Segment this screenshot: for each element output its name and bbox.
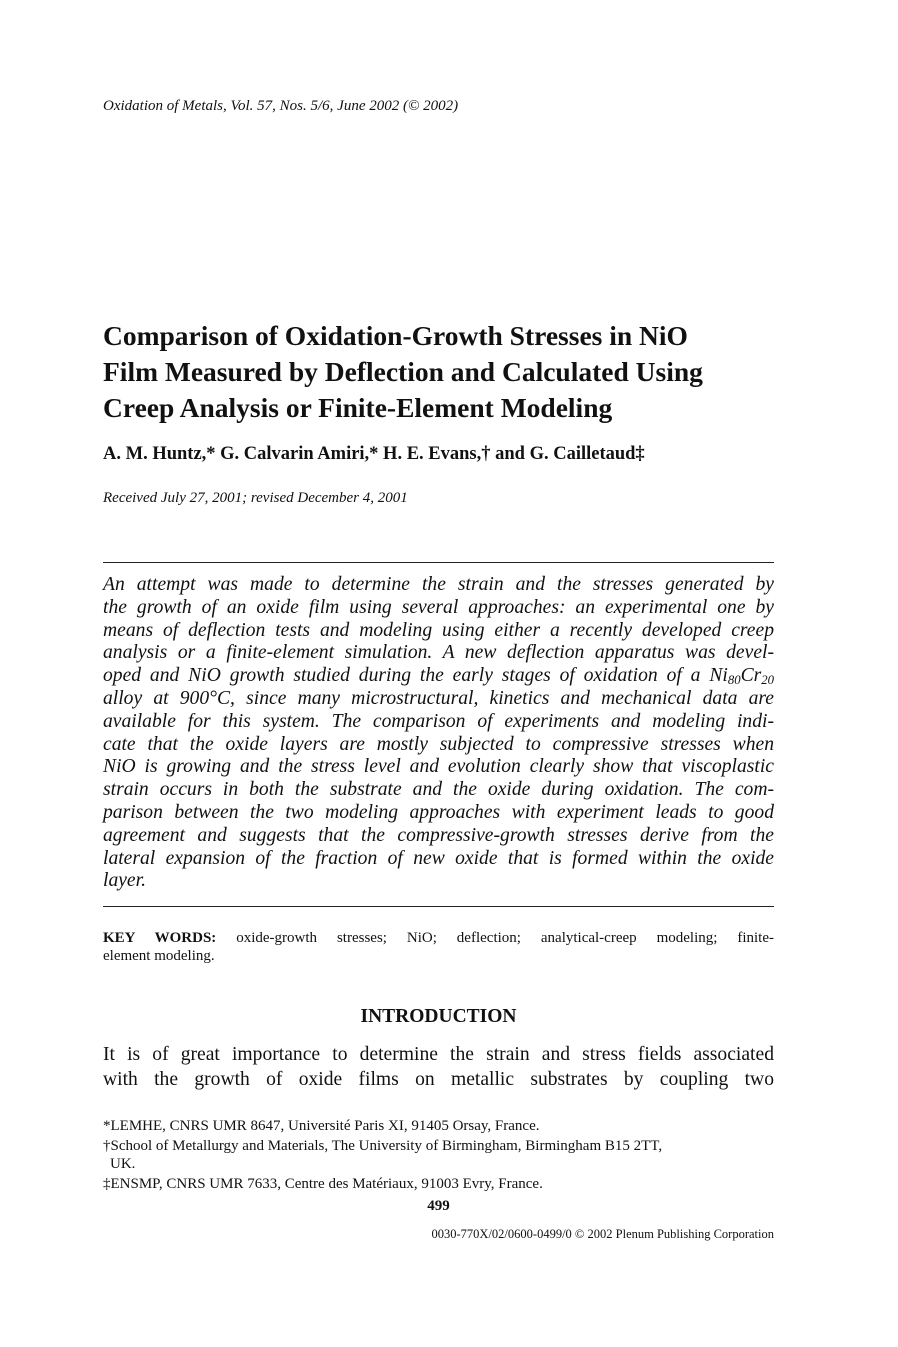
alloy-cr: Cr (740, 665, 762, 687)
alloy-ni: Ni (709, 665, 728, 687)
abstract-line: strain occurs in both the substrate and the oxide during oxidation. The com- (103, 779, 774, 801)
keywords-label: KEY WORDS: (103, 930, 217, 946)
abstract-line: analysis or a finite-element simulation. A new deflection apparatus was devel- (103, 642, 774, 664)
intro-line: with the growth of oxide films on metallic substrates by coupling two (103, 1069, 774, 1090)
abstract-line: An attempt was made to determine the strain and the stresses generated by (103, 574, 774, 595)
abstract-line: layer. (103, 870, 146, 892)
intro-line: It is of great importance to determine the strain and stress fields associated (103, 1044, 774, 1065)
abstract-line-alloy (103, 665, 774, 688)
keywords (103, 929, 774, 965)
abstract-line: cate that the oxide layers are mostly subjected to compressive stresses when (103, 733, 774, 755)
abstract-line-text: oped and NiO growth studied during the early stages of oxidation of a (103, 665, 710, 687)
journal-citation: Oxidation of Metals, Vol. 57, Nos. 5/6, June 2002 (© 2002) (103, 98, 459, 114)
copyright-line: 0030-770X/02/0600-0499/0 © 2002 Plenum Publishing Corporation (431, 1227, 774, 1241)
abstract-line: parison between the two modeling approaches with experiment leads to good (103, 801, 774, 823)
abstract-top-rule (103, 562, 774, 563)
footnote-affiliation-2 (103, 1137, 774, 1173)
abstract-line: available for this system. The comparison of experiments and modeling indi- (103, 710, 774, 732)
title-line: Film Measured by Deflection and Calculated Using (103, 356, 703, 387)
paper-title (103, 318, 783, 426)
alloy-ni-subscript: 80 (727, 673, 741, 688)
title-line: Comparison of Oxidation-Growth Stresses in NiO (103, 320, 688, 351)
intro-paragraph (103, 1042, 774, 1092)
abstract-line: means of deflection tests and modeling using either a recently developed creep (103, 619, 774, 641)
author-list: A. M. Huntz,* G. Calvarin Amiri,* H. E. Evans,† and G. Cailletaud‡ (103, 444, 645, 464)
section-heading: INTRODUCTION (360, 1006, 517, 1027)
keywords-text: oxide-growth stresses; NiO; deflection; analytical-creep modeling; finite- (216, 930, 774, 946)
footnote-line: †School of Metallurgy and Materials, The University of Birmingham, Birmingham B15 2TT, (103, 1138, 663, 1154)
footnote-line: UK. (110, 1156, 136, 1172)
keywords-line: element modeling. (103, 948, 215, 964)
page-number: 499 (427, 1198, 450, 1214)
abstract-line: alloy at 900°C, since many microstructural, kinetics and mechanical data are (103, 687, 774, 709)
abstract-line: lateral expansion of the fraction of new oxide that is formed within the oxide (103, 847, 774, 869)
abstract-bottom-rule (103, 906, 774, 907)
abstract (103, 574, 774, 893)
footnote-affiliation-1: *LEMHE, CNRS UMR 8647, Université Paris XI, 91405 Orsay, France. (103, 1118, 540, 1134)
alloy-cr-subscript: 20 (761, 673, 774, 688)
footnote-affiliation-3: ‡ENSMP, CNRS UMR 7633, Centre des Matériaux, 91003 Evry, France. (103, 1176, 543, 1192)
abstract-line: NiO is growing and the stress level and evolution clearly show that viscoplastic (103, 756, 774, 778)
keywords-line (103, 929, 774, 947)
abstract-line: agreement and suggests that the compressive-growth stresses derive from the (103, 824, 774, 846)
received-dates: Received July 27, 2001; revised December 4, 2001 (103, 490, 408, 506)
alloy-formula (709, 665, 774, 686)
abstract-line: the growth of an oxide film using several approaches: an experimental one by (103, 596, 774, 618)
title-line: Creep Analysis or Finite-Element Modeling (103, 392, 613, 423)
